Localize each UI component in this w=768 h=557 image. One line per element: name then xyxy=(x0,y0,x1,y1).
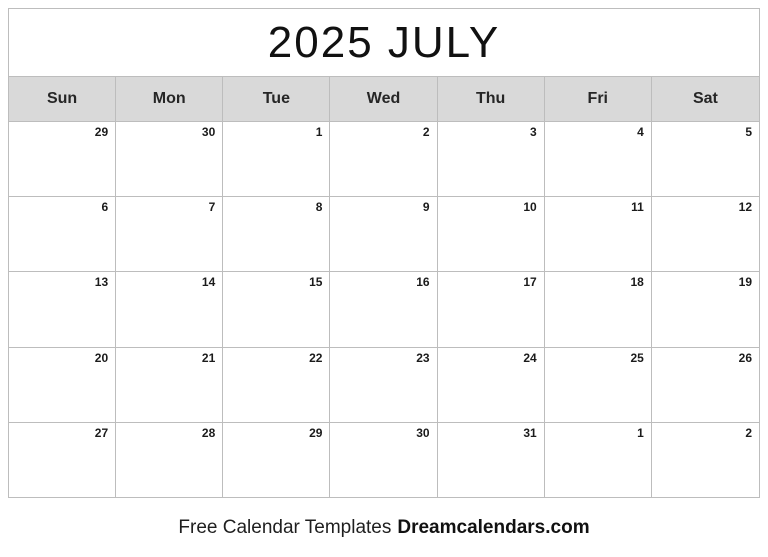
day-number: 26 xyxy=(738,350,752,365)
day-cell[interactable] xyxy=(438,272,545,346)
day-cell[interactable] xyxy=(223,272,330,346)
day-number: 20 xyxy=(94,350,109,365)
day-cell[interactable] xyxy=(438,197,545,271)
day-cell[interactable] xyxy=(330,272,437,346)
day-number: 1 xyxy=(637,425,644,440)
day-cell[interactable] xyxy=(223,197,330,271)
day-number: 12 xyxy=(738,200,752,215)
day-cell[interactable] xyxy=(652,423,759,497)
day-number: 6 xyxy=(101,200,109,215)
calendar-week-row xyxy=(9,423,759,497)
weekday-header-mon: Mon xyxy=(116,77,223,121)
day-number: 22 xyxy=(309,350,323,365)
day-cell[interactable] xyxy=(438,122,545,196)
day-number: 11 xyxy=(631,200,644,215)
day-cell[interactable] xyxy=(330,423,437,497)
calendar-week-row xyxy=(9,197,759,272)
day-cell[interactable] xyxy=(116,348,223,422)
day-cell[interactable] xyxy=(652,348,759,422)
day-number: 28 xyxy=(201,425,216,440)
day-cell[interactable] xyxy=(9,122,116,196)
weekday-header-wed: Wed xyxy=(330,77,437,121)
day-number: 17 xyxy=(523,275,537,290)
day-cell[interactable] xyxy=(223,423,330,497)
day-cell[interactable] xyxy=(9,348,116,422)
weekday-header-thu: Thu xyxy=(438,77,545,121)
calendar-week-row xyxy=(9,272,759,347)
day-number: 21 xyxy=(201,350,216,365)
day-cell[interactable] xyxy=(438,348,545,422)
footer xyxy=(0,498,768,557)
day-number: 31 xyxy=(523,425,537,440)
day-number: 7 xyxy=(208,200,216,215)
day-cell[interactable] xyxy=(116,122,223,196)
day-cell[interactable] xyxy=(330,197,437,271)
day-number: 30 xyxy=(201,125,216,139)
day-cell[interactable] xyxy=(9,197,116,271)
day-number: 18 xyxy=(630,275,644,290)
day-number: 19 xyxy=(738,275,752,290)
calendar-week-row xyxy=(9,122,759,197)
day-number: 3 xyxy=(530,125,537,139)
day-cell[interactable] xyxy=(545,348,652,422)
day-cell[interactable] xyxy=(652,122,759,196)
day-number: 10 xyxy=(523,200,537,215)
day-cell[interactable] xyxy=(9,272,116,346)
day-cell[interactable] xyxy=(116,197,223,271)
day-number: 14 xyxy=(201,275,216,290)
day-cell[interactable] xyxy=(330,122,437,196)
day-number: 15 xyxy=(309,275,323,290)
day-number: 8 xyxy=(315,200,323,215)
weekday-header-fri: Fri xyxy=(545,77,652,121)
page-title: 2025 JULY xyxy=(267,17,501,67)
day-cell[interactable] xyxy=(652,272,759,346)
calendar-table xyxy=(8,8,760,498)
weekday-header-tue: Tue xyxy=(223,77,330,121)
day-cell[interactable] xyxy=(116,272,223,346)
day-cell[interactable] xyxy=(545,197,652,271)
weekday-header-sun: Sun xyxy=(9,77,116,121)
day-cell[interactable] xyxy=(545,423,652,497)
day-number: 27 xyxy=(94,425,109,440)
day-number: 1 xyxy=(315,125,323,139)
day-number: 4 xyxy=(637,125,644,139)
day-number: 2 xyxy=(745,425,752,440)
calendar-week-row xyxy=(9,348,759,423)
day-number: 29 xyxy=(94,125,109,139)
day-cell[interactable] xyxy=(9,423,116,497)
day-cell[interactable] xyxy=(652,197,759,271)
day-number: 9 xyxy=(422,200,430,215)
weekday-header-row xyxy=(9,77,759,122)
day-number: 2 xyxy=(422,125,430,139)
day-cell[interactable] xyxy=(223,122,330,196)
day-number: 30 xyxy=(416,425,430,440)
day-cell[interactable] xyxy=(545,272,652,346)
day-cell[interactable] xyxy=(438,423,545,497)
day-number: 25 xyxy=(630,350,644,365)
day-number: 29 xyxy=(309,425,323,440)
footer-text: Free Calendar Templates xyxy=(178,516,392,538)
day-cell[interactable] xyxy=(223,348,330,422)
weekday-header-sat: Sat xyxy=(652,77,759,121)
day-cell[interactable] xyxy=(330,348,437,422)
footer-brand[interactable]: Dreamcalendars.com xyxy=(397,516,590,538)
calendar-weeks xyxy=(9,122,759,497)
day-cell[interactable] xyxy=(545,122,652,196)
day-number: 24 xyxy=(523,350,537,365)
day-number: 16 xyxy=(416,275,430,290)
calendar-title-row xyxy=(9,9,759,77)
day-number: 5 xyxy=(745,125,752,139)
day-number: 23 xyxy=(416,350,430,365)
day-number: 13 xyxy=(94,275,109,290)
day-cell[interactable] xyxy=(116,423,223,497)
